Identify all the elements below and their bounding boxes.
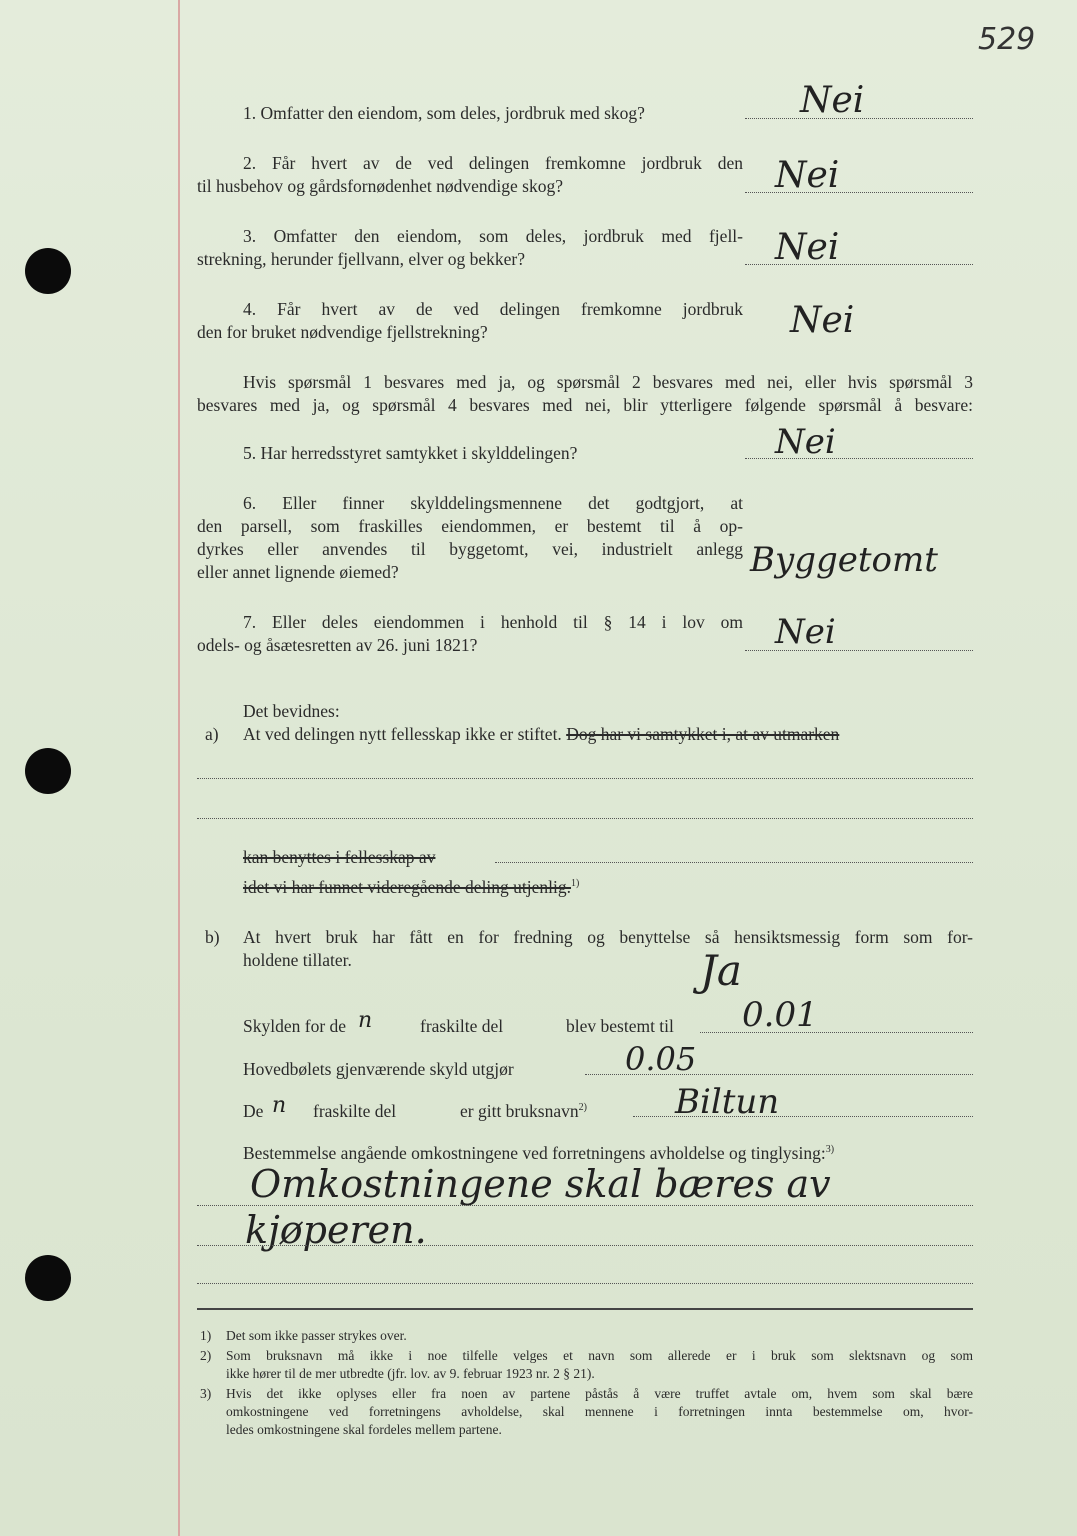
page-number: 529 [978, 22, 1036, 57]
struck-line-1: kan benyttes i fellesskap av [243, 847, 436, 867]
omk-label-text: Bestemmelse angående omkostningene ved forretningens avholdelse og tinglysing: [243, 1143, 826, 1163]
footnote-3-line-2: omkostningene ved forretningens avholdelse, skal mennene i forretningen innta bestemmelse om, hvor- [226, 1404, 973, 1419]
question-6-line-2: den parsell, som fraskilles eiendommen, er bestemt til å op- [197, 516, 743, 536]
omk-hw-line-2: kjøperen. [245, 1208, 427, 1252]
skyld-hw-n: n [358, 1008, 373, 1033]
footnote-separator [197, 1308, 973, 1310]
footnote-3-line-3: ledes omkostningene skal fordeles mellem partene. [226, 1422, 502, 1437]
question-3-line-2: strekning, herunder fjellvann, elver og bekker? [197, 249, 525, 269]
omk-line-2 [197, 1245, 973, 1246]
struck-line-2 [243, 876, 579, 899]
skyld-label-3: blev bestemt til [566, 1016, 674, 1036]
skyld-value-line [700, 1032, 973, 1033]
bruk-label-2: fraskilte del [313, 1101, 397, 1121]
footnote-2-mark: 2) [200, 1348, 212, 1363]
question-2-line-1: 2. Får hvert av de ved delingen fremkomne jordbruk den [243, 153, 743, 173]
bruk-label-3-text: er gitt bruksnavn [460, 1101, 579, 1121]
skyld-value: 0.01 [742, 995, 818, 1035]
question-2-answer: Nei [775, 155, 840, 196]
struck-line-2-note: 1) [571, 878, 580, 890]
hoved-label: Hovedbølets gjenværende skyld utgjør [243, 1059, 514, 1079]
footnote-1-mark: 1) [200, 1328, 212, 1343]
punch-hole-top [25, 248, 71, 294]
question-6-answer: Byggetomt [750, 540, 938, 580]
omk-line-3 [197, 1283, 973, 1284]
question-4-line-2: den for bruket nødvendige fjellstrekning? [197, 322, 488, 342]
conditional-line-2: besvares med ja, og spørsmål 4 besvares med nei, blir ytterligere følgende spørsmål å besvare: [197, 395, 973, 415]
omk-hw-line-1: Omkostningene skal bæres av [250, 1162, 831, 1206]
bruk-hw-n: n [272, 1093, 287, 1118]
question-6-line-4: eller annet lignende øiemed? [197, 562, 399, 582]
bruk-label-1: De [243, 1101, 264, 1121]
conditional-line-1: Hvis spørsmål 1 besvares med ja, og spørsmål 2 besvares med nei, eller hvis spørsmål 3 [243, 372, 973, 392]
blank-line-1 [197, 778, 973, 779]
skyld-label-1: Skylden for de [243, 1016, 347, 1036]
attest-heading: Det bevidnes: [243, 701, 340, 721]
footnote-2-line-1: Som bruksnavn må ikke i noe tilfelle velges et navn som allerede er i bruk som slektsnavn og som [226, 1348, 973, 1363]
skyld-label-2: fraskilte del [420, 1016, 504, 1036]
attest-b-line-2: holdene tillater. [243, 950, 352, 970]
omk-note: 3) [825, 1144, 835, 1156]
question-3-answer: Nei [775, 227, 840, 268]
question-6-line-3: dyrkes eller anvendes til byggetomt, vei, industrielt anlegg [197, 539, 743, 559]
punch-hole-middle [25, 748, 71, 794]
margin-line [178, 0, 180, 1536]
question-1-text: 1. Omfatter den eiendom, som deles, jordbruk med skog? [243, 103, 645, 123]
bruk-label-3 [460, 1100, 587, 1123]
bruk-value: Biltun [675, 1082, 780, 1122]
punch-hole-bottom [25, 1255, 71, 1301]
question-4-line-1: 4. Får hvert av de ved delingen fremkomne jordbruk [243, 299, 743, 319]
attest-a-text [243, 723, 839, 746]
footnote-1-line-1: Det som ikke passer strykes over. [226, 1328, 407, 1343]
blank-line-2 [197, 818, 973, 819]
question-5-answer: Nei [775, 422, 836, 462]
struck-line-1-blank [495, 862, 973, 863]
question-1-answer: Nei [800, 80, 865, 121]
attest-b-line-1: At hvert bruk har fått en for fredning og benyttelse så hensiktsmessig form som for- [243, 927, 973, 947]
struck-line-2-text: idet vi har funnet videregående deling utjenlig. [243, 877, 572, 897]
attest-a-label: a) [205, 724, 219, 744]
question-5-text: 5. Har herredsstyret samtykket i skylddelingen? [243, 443, 578, 463]
question-7-line-1: 7. Eller deles eiendommen i henhold til § 14 i lov om [243, 612, 743, 632]
hoved-value: 0.05 [625, 1040, 697, 1078]
bruk-note: 2) [578, 1102, 587, 1114]
omk-line-1 [197, 1205, 973, 1206]
footnote-3-mark: 3) [200, 1386, 212, 1401]
footnote-2-line-2: ikke hører til de mer utbredte (jfr. lov. av 9. februar 1923 nr. 2 § 21). [226, 1366, 595, 1381]
question-2-line-2: til husbehov og gårdsfornødenhet nødvendige skog? [197, 176, 563, 196]
question-3-line-1: 3. Omfatter den eiendom, som deles, jordbruk med fjell- [243, 226, 743, 246]
attest-b-label: b) [205, 927, 220, 947]
question-7-line-2: odels- og åsætesretten av 26. juni 1821? [197, 635, 478, 655]
attest-a-statement: At ved delingen nytt fellesskap ikke er stiftet. [243, 724, 562, 744]
attest-b-answer: Ja [700, 946, 742, 995]
question-7-answer: Nei [775, 612, 836, 652]
attest-a-struck: Dog har vi samtykket i, at av utmarken [566, 724, 840, 744]
question-6-line-1: 6. Eller finner skylddelingsmennene det godtgjort, at [243, 493, 743, 513]
footnote-3-line-1: Hvis det ikke oplyses eller fra noen av partene påstås å være truffet avtale om, hvem som skal bære [226, 1386, 973, 1401]
question-4-answer: Nei [790, 300, 855, 341]
